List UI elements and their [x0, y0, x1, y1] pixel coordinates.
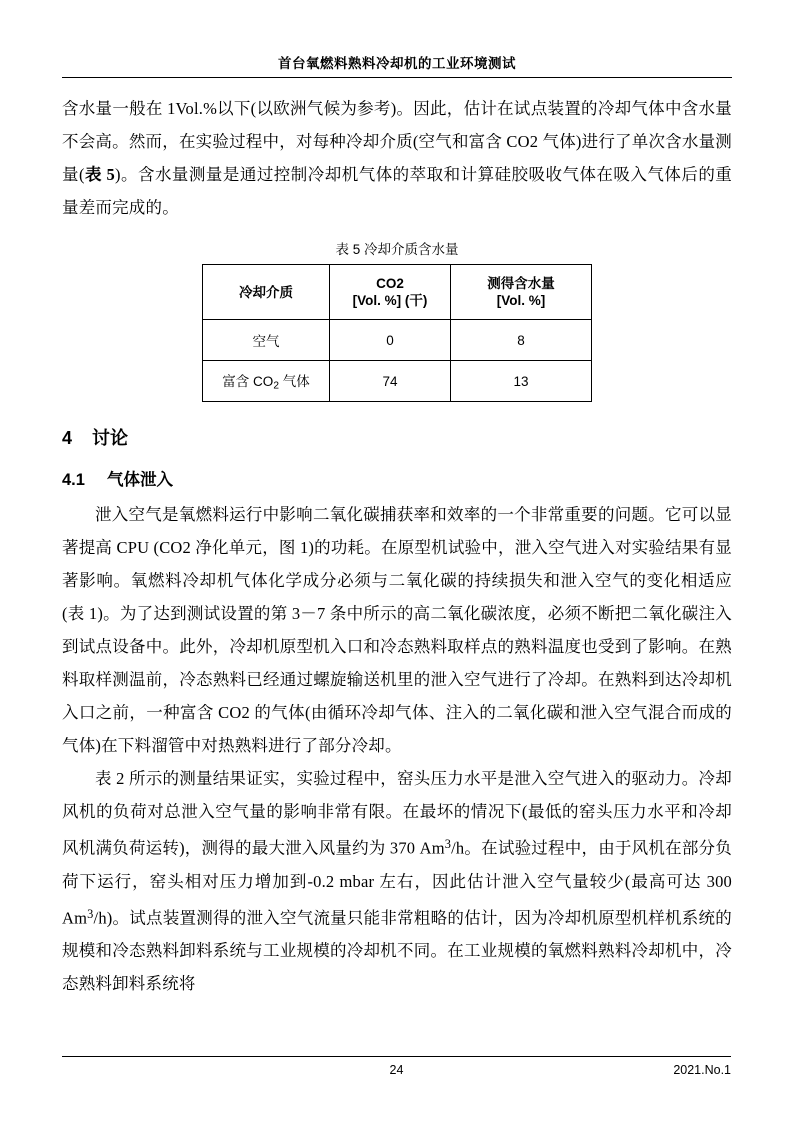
- section-title-4: 讨论: [92, 428, 129, 448]
- paragraph-water-content: [62, 92, 732, 224]
- cell-co2-co2rich: 74: [330, 361, 451, 402]
- footer-divider: [62, 1056, 731, 1057]
- table5-caption: 表 5 冷却介质含水量: [335, 242, 459, 257]
- header-co2-line2: [Vol. %] (干): [352, 293, 428, 308]
- header-water-line1: 测得含水量: [487, 276, 555, 291]
- cell-co2-air: 0: [330, 320, 451, 361]
- header-co2: [330, 265, 451, 320]
- page-footer: [62, 1056, 731, 1077]
- issue-label: 2021.No.1: [673, 1063, 731, 1077]
- section-heading-4: [62, 424, 732, 450]
- cell-medium-prefix: 富含 CO: [222, 374, 274, 390]
- section-heading-4-1: [62, 466, 732, 490]
- cell-water-co2rich: 13: [451, 361, 592, 402]
- paragraph-text-a: 表 2 所示的测量结果证实，实验过程中，窑头压力水平是泄入空气进入的驱动力。冷却风机的负荷对总泄入空气量的影响非常有限。在最坏的情况下(最低的窑头压力水平和冷却风机满负荷运转)，测得的最大泄入风量约为 370 Am: [62, 769, 732, 858]
- section-number-4: 4: [62, 428, 73, 448]
- cell-water-air: 8: [451, 320, 592, 361]
- section-number-4-1: 4.1: [62, 471, 85, 489]
- paragraph-text-c: /h)。试点装置测得的泄入空气流量只能非常粗略的估计，因为冷却机原型机样机系统的规模和冷态熟料卸料系统与工业规模的冷却机不同。在工业规模的氧燃料熟料冷却机中，冷态熟料卸料系统将: [62, 908, 732, 994]
- paragraph-text-part2: )。含水量测量是通过控制冷却机气体的萃取和计算硅胶吸收气体在吸入气体后的重量差而完成的。: [62, 165, 732, 217]
- page-number: 24: [389, 1063, 404, 1077]
- header-divider: [62, 77, 732, 78]
- section-title-4-1: 气体泄入: [106, 471, 173, 489]
- cell-medium-co2rich: [203, 361, 330, 402]
- page-content: [62, 52, 732, 1000]
- header-co2-line1: CO2: [376, 276, 404, 291]
- header-cooling-medium: 冷却介质: [203, 265, 330, 320]
- table5-water-content: [202, 264, 592, 402]
- cell-medium-subscript: 2: [273, 380, 279, 392]
- paragraph-false-air: 泄入空气是氧燃料运行中影响二氧化碳捕获率和效率的一个非常重要的问题。它可以显著提高 CPU (CO2 净化单元，图 1)的功耗。在原型机试验中，泄入空气进入对实验结果有显著影响。氧燃料冷却机气体化学成分必须与二氧化碳的持续损失和泄入空气的变化相适应(表 1)。为了达到测试设置的第 3－7 条中所示的高二氧化碳浓度，必须不断把二氧化碳注入到试点设备中。此外，冷却机原型机入口和冷态熟料取样点的熟料温度也受到了影响。在熟料取样测温前，冷态熟料已经通过螺旋输送机里的泄入空气进行了冷却。在熟料到达冷却机入口之前，一种富含 CO2 的气体(由循环冷却气体、注入的二氧化碳和泄入空气混合而成的气体)在下料溜管中对热熟料进行了部分冷却。: [62, 505, 732, 755]
- paragraph-text-b: /h。在试验过程中，由于风机在部分负荷下运行，窑头相对压力增加到-0.2 mbar 左右，因此估计泄入空气量较少(最高可达 300 Am: [62, 838, 732, 928]
- table-header-row: [203, 265, 592, 320]
- header-measured-water: [451, 265, 592, 320]
- unit-superscript-1: 3: [444, 837, 452, 851]
- table-row: [203, 320, 592, 361]
- footer-row: [62, 1063, 731, 1077]
- cell-medium-air: 空气: [203, 320, 330, 361]
- header-water-line2: [Vol. %]: [496, 293, 546, 308]
- table-reference-bold: 表 5: [84, 165, 116, 184]
- cell-medium-suffix: 气体: [278, 374, 310, 390]
- running-header: 首台氧燃料熟料冷却机的工业环境测试: [278, 56, 516, 71]
- paragraph-measurement-results: [62, 762, 732, 1000]
- table-row: [203, 361, 592, 402]
- unit-superscript-2: 3: [87, 906, 94, 921]
- paragraph-text-part1: 含水量一般在 1Vol.%以下(以欧洲气候为参考)。因此，估计在试点装置的冷却气体中含水量不会高。然而，在实验过程中，对每种冷却介质(空气和富含 CO2 气体)进行了单次含水量测量(: [62, 99, 732, 184]
